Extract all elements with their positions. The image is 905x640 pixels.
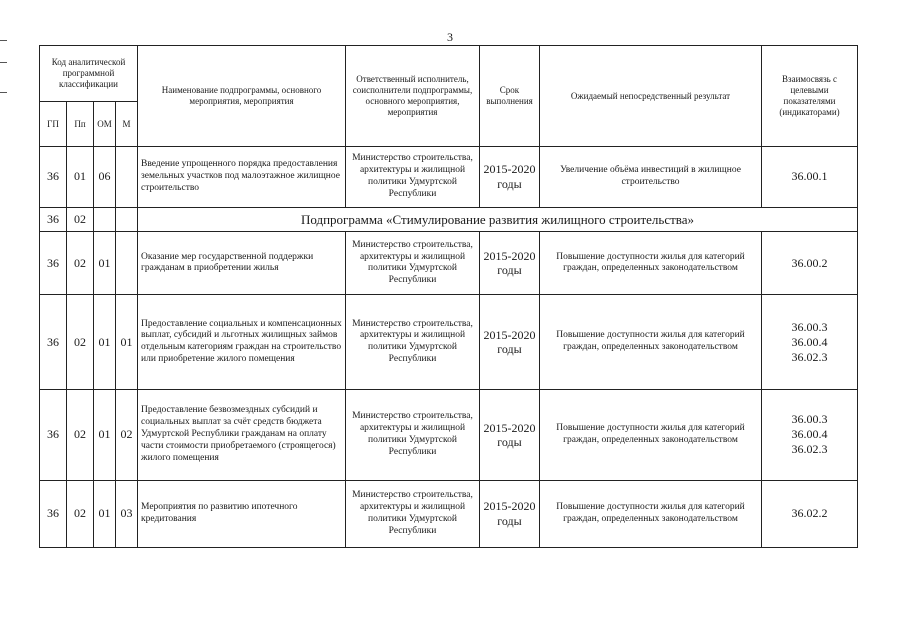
measure-name: Введение упрощенного порядка предоставления земельных участков под малоэтажное жилищное строительство [138,146,346,207]
term: 2015-2020 годы [480,480,540,547]
indicator-code: 36.00.2 [791,255,828,270]
header-code-om: ОМ [94,102,116,147]
code-gp: 36 [40,390,67,481]
responsible: Министерство строительства, архитектуры и жилищной политики Удмуртской Республики [346,146,480,207]
expected-result: Повышение доступности жилья для категорий граждан, определенных законодательством [540,480,762,547]
header-code-group: Код аналитической программной классификации [40,46,138,102]
program-table [39,45,858,548]
code-m [116,146,138,207]
expected-result: Повышение доступности жилья для категорий граждан, определенных законодательством [540,390,762,481]
term: 2015-2020 годы [480,295,540,390]
indicator-code: 36.02.3 [791,442,828,457]
indicator-code: 36.00.3 [791,412,828,427]
indicator-code: 36.00.4 [791,427,828,442]
binder-mark [0,92,7,93]
code-pp: 02 [67,295,94,390]
code-gp: 36 [40,232,67,295]
code-m: 02 [116,390,138,481]
code-om: 01 [94,390,116,481]
indicator-code: 36.00.4 [791,334,828,349]
header-code-m: М [116,102,138,147]
subprogram-row [40,207,858,231]
code-pp: 02 [67,480,94,547]
indicators [762,232,858,295]
indicators [762,390,858,481]
code-m: 01 [116,295,138,390]
binder-mark [0,40,7,41]
indicator-code: 36.02.3 [791,349,828,364]
responsible: Министерство строительства, архитектуры и жилищной политики Удмуртской Республики [346,390,480,481]
header-responsible: Ответственный исполнитель, соисполнители подпрограммы, основного мероприятия, мероприятия [346,46,480,147]
header-row [40,46,858,102]
code-om: 01 [94,295,116,390]
code-pp: 02 [67,207,94,231]
measure-name: Оказание мер государственной поддержки гражданам в приобретении жилья [138,232,346,295]
measure-name: Мероприятия по развитию ипотечного кредитования [138,480,346,547]
term: 2015-2020 годы [480,232,540,295]
header-code-gp: ГП [40,102,67,147]
indicator-code: 36.00.3 [791,319,828,334]
measure-name: Предоставление социальных и компенсационных выплат, субсидий и льготных жилищных займов отдельным категориям граждан на строительство или приобретение жилого помещения [138,295,346,390]
subprogram-title: Подпрограмма «Стимулирование развития жилищного строительства» [138,207,858,231]
term: 2015-2020 годы [480,146,540,207]
code-om: 01 [94,480,116,547]
table-row [40,390,858,481]
indicators [762,295,858,390]
term: 2015-2020 годы [480,390,540,481]
header-name: Наименование подпрограммы, основного мероприятия, мероприятия [138,46,346,147]
expected-result: Увеличение объёма инвестиций в жилищное строительство [540,146,762,207]
table-row [40,480,858,547]
code-m [116,232,138,295]
header-result: Ожидаемый непосредственный результат [540,46,762,147]
code-gp: 36 [40,295,67,390]
code-pp: 02 [67,232,94,295]
indicators [762,480,858,547]
expected-result: Повышение доступности жилья для категорий граждан, определенных законодательством [540,295,762,390]
code-m: 03 [116,480,138,547]
indicator-code: 36.00.1 [791,169,828,184]
code-gp: 36 [40,146,67,207]
table-row [40,232,858,295]
responsible: Министерство строительства, архитектуры и жилищной политики Удмуртской Республики [346,232,480,295]
measure-name: Предоставление безвозмездных субсидий и социальных выплат за счёт средств бюджета Удмуртской Республики гражданам на оплату части стоимости приобретаемого (строящегося) жилого помещения [138,390,346,481]
table-row [40,146,858,207]
header-term: Срок выполнения [480,46,540,147]
code-om [94,207,116,231]
code-gp: 36 [40,207,67,231]
code-om: 06 [94,146,116,207]
binder-mark [0,62,7,63]
indicator-code: 36.02.2 [791,506,828,521]
table-row [40,295,858,390]
code-pp: 02 [67,390,94,481]
indicators [762,146,858,207]
code-m [116,207,138,231]
responsible: Министерство строительства, архитектуры и жилищной политики Удмуртской Республики [346,480,480,547]
page-number: 3 [447,30,453,44]
code-om: 01 [94,232,116,295]
expected-result: Повышение доступности жилья для категорий граждан, определенных законодательством [540,232,762,295]
responsible: Министерство строительства, архитектуры и жилищной политики Удмуртской Республики [346,295,480,390]
header-code-pp: Пп [67,102,94,147]
header-link: Взаимосвязь с целевыми показателями (индикаторами) [762,46,858,147]
code-pp: 01 [67,146,94,207]
code-gp: 36 [40,480,67,547]
